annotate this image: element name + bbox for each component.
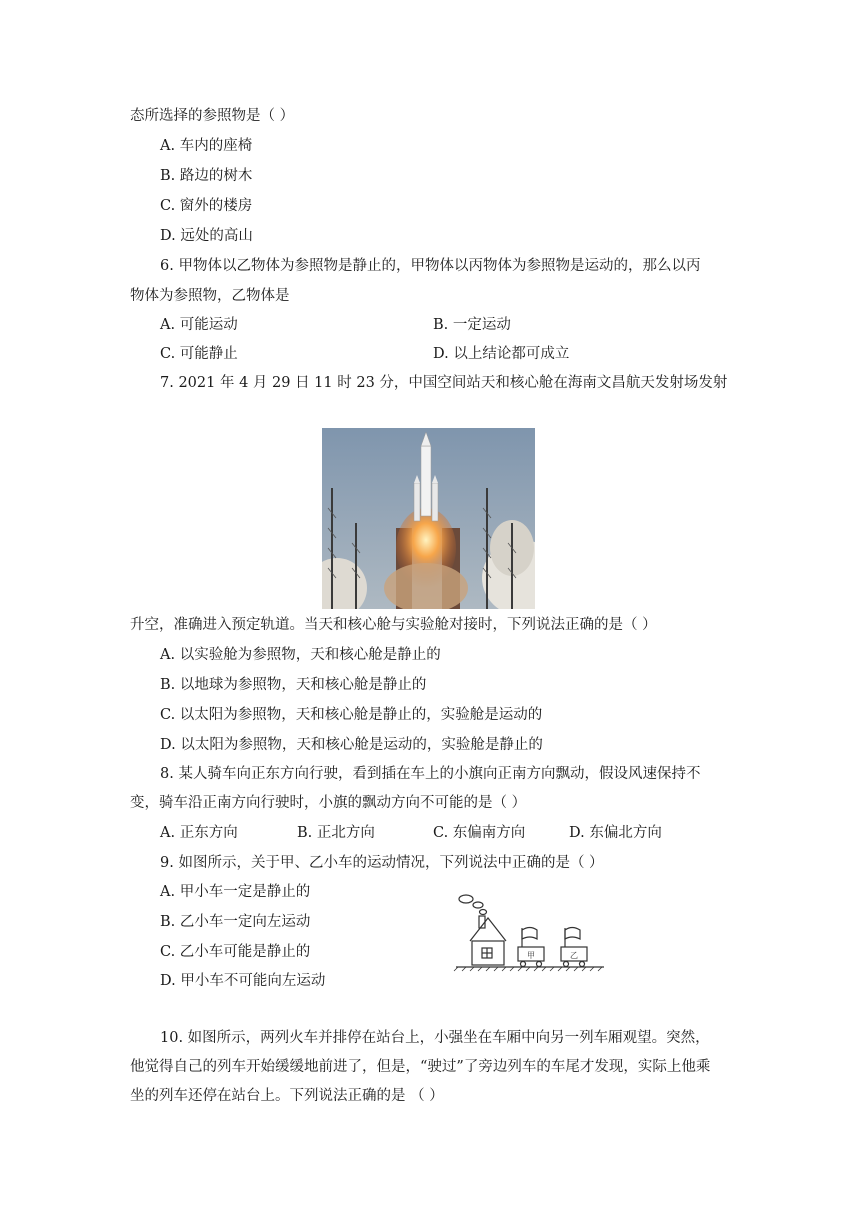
q9-option-c: C. 乙小车可能是静止的 [160, 944, 311, 960]
q5-stem-tail: 态所选择的参照物是（ ） [130, 108, 295, 124]
q7-option-a: A. 以实验舱为参照物，天和核心舱是静止的 [160, 647, 441, 663]
q7-option-c: C. 以太阳为参照物，天和核心舱是静止的，实验舱是运动的 [160, 707, 543, 723]
q7-stem-line2: 升空，准确进入预定轨道。当天和核心舱与实验舱对接时，下列说法正确的是（ ） [130, 617, 657, 633]
q9-option-b: B. 乙小车一定向左运动 [160, 914, 311, 930]
q9-cars-diagram [450, 888, 610, 972]
car-yi-label: 乙 [570, 951, 578, 960]
q6-option-b: B. 一定运动 [433, 317, 511, 333]
q8-option-b: B. 正北方向 [297, 825, 375, 841]
q5-option-d: D. 远处的高山 [160, 228, 253, 244]
q9-stem: 9. 如图所示，关于甲、乙小车的运动情况，下列说法中正确的是（ ） [160, 855, 604, 871]
q10-stem-line1: 10. 如图所示，两列火车并排停在站台上，小强坐在车厢中向另一列车厢观望。突然， [160, 1030, 710, 1046]
q5-option-b: B. 路边的树木 [160, 168, 253, 184]
q8-stem-line1: 8. 某人骑车向正东方向行驶，看到插在车上的小旗向正南方向飘动，假设风速保持不 [160, 766, 701, 782]
q5-option-a: A. 车内的座椅 [160, 138, 253, 154]
q8-option-d: D. 东偏北方向 [569, 825, 662, 841]
car-jia-label: 甲 [527, 951, 535, 960]
q7-option-b: B. 以地球为参照物，天和核心舱是静止的 [160, 677, 427, 693]
q8-option-a: A. 正东方向 [160, 825, 238, 841]
q9-option-a: A. 甲小车一定是静止的 [160, 884, 311, 900]
q7-stem-line1: 7. 2021 年 4 月 29 日 11 时 23 分，中国空间站天和核心舱在海南文昌航天发射场发射 [160, 375, 728, 391]
q6-option-c: C. 可能静止 [160, 346, 238, 362]
q10-stem-line3: 坐的列车还停在站台上。下列说法正确的是 （ ） [130, 1088, 444, 1104]
q8-option-c: C. 东偏南方向 [433, 825, 526, 841]
q7-option-d: D. 以太阳为参照物，天和核心舱是运动的，实验舱是静止的 [160, 737, 543, 753]
q5-option-c: C. 窗外的楼房 [160, 198, 253, 214]
q6-option-d: D. 以上结论都可成立 [433, 346, 570, 362]
q8-stem-line2: 变，骑车沿正南方向行驶时，小旗的飘动方向不可能的是（ ） [130, 795, 527, 811]
q10-stem-line2: 他觉得自己的列车开始缓缓地前进了，但是，“驶过”了旁边列车的车尾才发现，实际上他乘 [130, 1059, 711, 1075]
q9-option-d: D. 甲小车不可能向左运动 [160, 973, 326, 989]
rocket-launch-photo [322, 428, 535, 609]
q6-stem-line1: 6. 甲物体以乙物体为参照物是静止的，甲物体以丙物体为参照物是运动的，那么以丙 [160, 258, 701, 274]
q6-option-a: A. 可能运动 [160, 317, 238, 333]
q6-stem-line2: 物体为参照物，乙物体是 [130, 288, 290, 304]
